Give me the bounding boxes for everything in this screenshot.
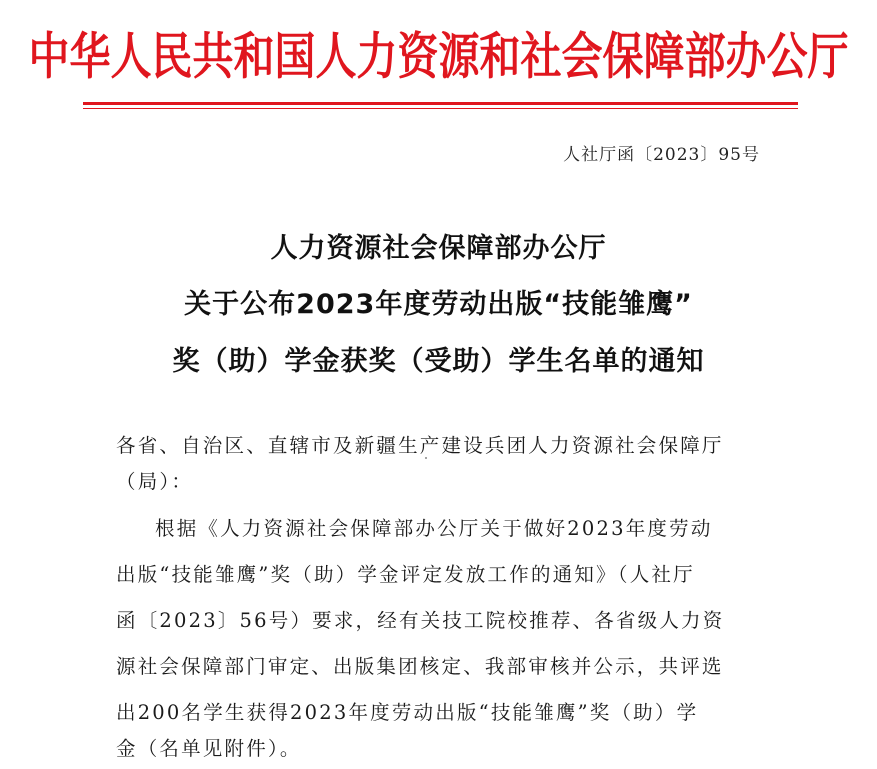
paragraph-line: 金（名单见附件）。 [116, 737, 302, 760]
letterhead-title: 中华人民共和国人力资源和社会保障部办公厅 [28, 26, 849, 86]
letterhead-red-rule [83, 102, 798, 105]
paragraph-line: 出版“技能雏鹰”奖（助）学金评定发放工作的通知》（人社厅 [116, 563, 695, 586]
paragraph-line: 函〔2023〕56号）要求，经有关技工院校推荐、各省级人力资 [116, 609, 725, 632]
letterhead-red-rule-thin [83, 108, 798, 109]
paragraph-line: 源社会保障部门审定、出版集团核定、我部审核并公示，共评选 [116, 655, 724, 678]
paragraph-line: 根据《人力资源社会保障部办公厅关于做好2023年度劳动 [155, 517, 713, 540]
document-title-line-3: 奖（助）学金获奖（受助）学生名单的通知 [172, 346, 705, 377]
document-title-line-2: 关于公布2023年度劳动出版“技能雏鹰” [184, 289, 693, 320]
document-title-line-1: 人力资源社会保障部办公厅 [270, 233, 607, 264]
scan-speck [425, 457, 427, 459]
document-number: 人社厅函〔2023〕95号 [563, 145, 760, 165]
paragraph-line: 出200名学生获得2023年度劳动出版“技能雏鹰”奖（助）学 [116, 701, 699, 724]
salutation-line-2: （局）： [116, 470, 194, 493]
salutation-line-1: 各省、自治区、直辖市及新疆生产建设兵团人力资源社会保障厅 [116, 434, 724, 457]
